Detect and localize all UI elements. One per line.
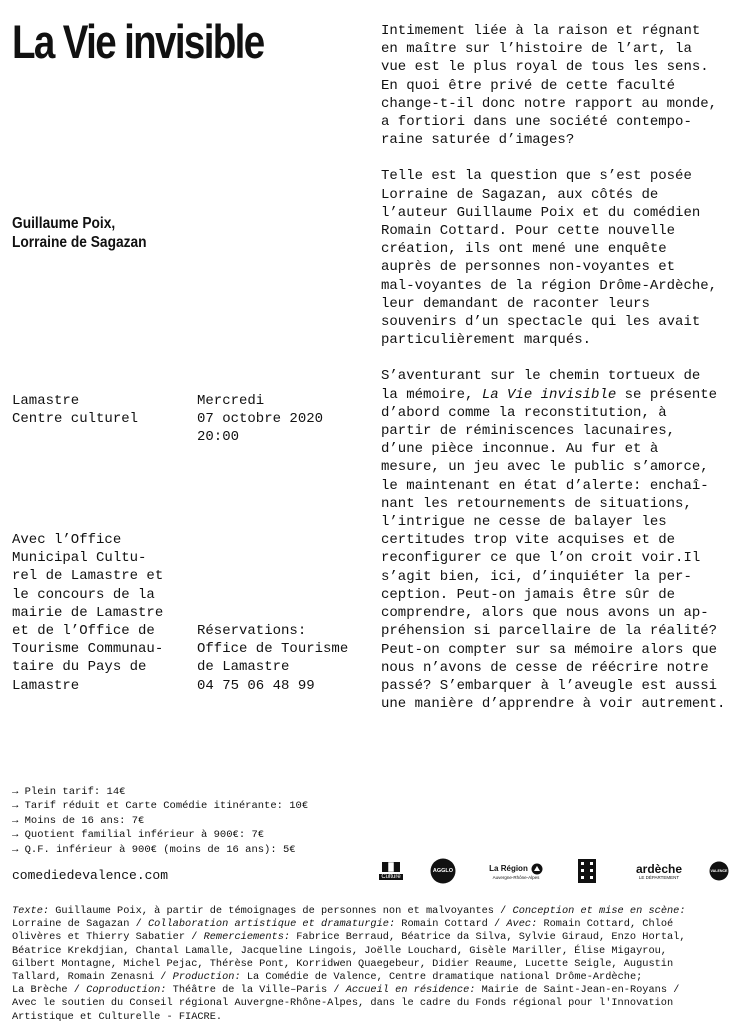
culture-label: Culture bbox=[381, 874, 401, 880]
date-line: 20:00 bbox=[197, 429, 240, 446]
credits-text: Tallard, Romain Zenasni / bbox=[12, 971, 173, 984]
text-line: comprendre, alors que nous avons un ap- bbox=[381, 605, 709, 622]
reservations-label: Réservations: bbox=[197, 623, 307, 639]
credits-role: Avec: bbox=[506, 918, 538, 931]
credits-line bbox=[12, 945, 747, 958]
website-link[interactable]: comediedevalence.com bbox=[12, 868, 169, 883]
text-line: création, ils ont mené une enquête bbox=[381, 241, 667, 258]
credits-line bbox=[12, 931, 747, 944]
ministry-culture-logo bbox=[380, 856, 402, 886]
credits-text: La Comédie de Valence, Centre dramatique national Drôme-Ardèche; bbox=[240, 971, 643, 984]
partners-line: Lamastre bbox=[12, 677, 80, 694]
partners-note bbox=[12, 531, 163, 695]
credits-text: Artistique et Culturelle - FIACRE. bbox=[12, 1010, 223, 1023]
credits-text: Romain Cottard / bbox=[395, 918, 507, 931]
text-line: a fortiori dans une société contempo- bbox=[381, 114, 692, 131]
text-line: auprès de personnes non-voyantes et bbox=[381, 259, 676, 276]
partners-line: mairie de Lamastre bbox=[12, 604, 164, 621]
credits-text: Fabrice Berraud, Béatrice da Silva, Sylvie Giraud, Enzo Hortal, bbox=[290, 931, 686, 944]
text-line: s’agit bien, ici, d’inquiéter la per- bbox=[381, 568, 692, 585]
credits-line bbox=[12, 984, 747, 997]
credits-role: Conception et mise en scène: bbox=[512, 905, 686, 917]
text-line: raine saturée d’images? bbox=[381, 132, 575, 149]
reservations-phone[interactable]: 04 75 06 48 99 bbox=[197, 677, 315, 694]
credits-role: Coproduction: bbox=[86, 984, 167, 997]
text-line bbox=[381, 386, 741, 404]
text-line: Lorraine de Sagazan, aux côtés de bbox=[381, 186, 659, 203]
partner-logos bbox=[380, 856, 732, 886]
text-span: la mémoire, bbox=[381, 386, 482, 403]
text-line: passé? S’embarquer à l’aveugle est aussi bbox=[381, 677, 718, 694]
text-line: préhension si parcellaire de la réalité? bbox=[381, 623, 718, 640]
region-emblem-icon bbox=[531, 863, 543, 875]
text-line: ception. Peut-on jamais être sûr de bbox=[381, 586, 676, 603]
text-span: se présente bbox=[616, 386, 718, 403]
text-line: en maître sur l’histoire de l’art, la bbox=[381, 41, 692, 58]
credits-text: Guillaume Poix, à partir de témoignages de personnes non et malvoyantes / bbox=[49, 905, 513, 917]
venue-line: Centre culturel bbox=[12, 411, 139, 428]
show-title-italic: La Vie invisible bbox=[481, 386, 617, 403]
text-line: souvenirs d’un spectacle qui les avait bbox=[381, 314, 701, 331]
credits-role: Accueil en résidence: bbox=[345, 984, 476, 997]
credits-line bbox=[12, 905, 747, 918]
agglo-logo bbox=[430, 856, 458, 886]
text-line: partir de réminiscences lacunaires, bbox=[381, 423, 676, 440]
event-date bbox=[197, 392, 323, 447]
credits-text: Mairie de Saint-Jean-en-Royans / bbox=[475, 984, 680, 997]
region-name: La Région bbox=[489, 864, 528, 873]
author-line: Guillaume Poix, bbox=[12, 215, 116, 232]
partners-line: le concours de la bbox=[12, 586, 155, 603]
partners-line: Municipal Cultu- bbox=[12, 550, 147, 567]
ardeche-sub: LE DÉPARTEMENT bbox=[638, 874, 680, 880]
credits-text: Avec le soutien du Conseil régional Auvergne-Rhône-Alpes, dans le cadre du Fonds régional pour l'Innovation bbox=[12, 997, 674, 1010]
text-line: En quoi être privé de cette faculté bbox=[381, 77, 676, 94]
credits-text: Théâtre de la Ville–Paris / bbox=[166, 984, 346, 997]
venue bbox=[12, 392, 138, 428]
price-list bbox=[12, 785, 308, 857]
credits-text: Romain Cottard, Chloé bbox=[537, 918, 674, 931]
description bbox=[381, 22, 741, 731]
paragraph-1 bbox=[381, 22, 741, 149]
price-item: → Moins de 16 ans: 7€ bbox=[12, 814, 145, 827]
agglo-label: AGGLO bbox=[432, 868, 454, 874]
credits-line bbox=[12, 997, 747, 1010]
price-item: → Quotient familial inférieur à 900€: 7€ bbox=[12, 829, 265, 842]
text-line: leur demandant de raconter leurs bbox=[381, 295, 650, 312]
credits-role: Production: bbox=[172, 971, 241, 984]
text-line: particulièrement marqués. bbox=[381, 332, 592, 349]
credits-role: Texte: bbox=[12, 905, 50, 917]
text-line: S’aventurant sur le chemin tortueux de bbox=[381, 368, 701, 385]
reservations-line: Office de Tourisme bbox=[197, 641, 349, 658]
valence-label: VALENCE bbox=[710, 869, 728, 873]
text-line: d’abord comme la reconstitution, à bbox=[381, 404, 667, 421]
comedie-grid-icon bbox=[578, 859, 596, 883]
text-line: l’intrigue ne cesse de balayer les bbox=[381, 514, 667, 531]
region-logo bbox=[484, 856, 548, 886]
credits-line bbox=[12, 958, 747, 971]
ardeche-name: ardèche bbox=[635, 861, 683, 876]
date-line: Mercredi bbox=[197, 393, 265, 409]
reservations bbox=[197, 622, 348, 695]
text-line: Intimement liée à la raison et régnant bbox=[381, 23, 701, 39]
text-line: change-t-il donc notre rapport au monde, bbox=[381, 95, 718, 112]
text-line: vue est le plus royal de tous les sens. bbox=[381, 59, 709, 76]
text-line: Peut-on compter sur sa mémoire alors que bbox=[381, 641, 718, 658]
credits-line bbox=[12, 1011, 747, 1024]
authors bbox=[12, 214, 147, 252]
text-line: une manière d’apprendre à voir autrement. bbox=[381, 696, 726, 713]
credits bbox=[12, 905, 747, 1024]
paragraph-2 bbox=[381, 167, 741, 349]
text-line: nous n’avons de cesse de réécrire notre bbox=[381, 659, 709, 676]
partners-line: Avec l’Office bbox=[12, 532, 122, 548]
partners-line: rel de Lamastre et bbox=[12, 568, 164, 585]
price-item: → Tarif réduit et Carte Comédie itinérante: 10€ bbox=[12, 800, 309, 813]
text-line: nant les retournements de situations, bbox=[381, 495, 692, 512]
text-line: certitudes trop vite acquises et de bbox=[381, 532, 676, 549]
credits-text: Gilbert Montagne, Michel Pejac, Thérèse Pont, Korridwen Quaegebeur, Didier Reaume, Lucette Seigle, Augustin bbox=[12, 957, 674, 970]
text-line: Romain Cottard. Pour cette nouvelle bbox=[381, 223, 676, 240]
price-item: → Q.F. inférieur à 900€ (moins de 16 ans): 5€ bbox=[12, 843, 296, 856]
text-line: l’auteur Guillaume Poix et du comédien bbox=[381, 204, 701, 221]
reservations-line: de Lamastre bbox=[197, 659, 290, 676]
text-line: mesure, un jeu avec le public s’amorce, bbox=[381, 459, 709, 476]
credits-text: Béatrice Krekdjian, Chantal Lamalle, Jacqueline Lingois, Joëlle Louchard, Gisèle Mariller, Élise Migayrou, bbox=[12, 944, 667, 957]
credits-line bbox=[12, 918, 747, 931]
date-line: 07 octobre 2020 bbox=[197, 411, 324, 428]
text-line: reconfigurer ce que l’on croit voir.Il bbox=[381, 550, 701, 567]
partners-line: et de l’Office de bbox=[12, 623, 155, 640]
text-line: mal-voyantes de la région Drôme-Ardèche, bbox=[381, 277, 718, 294]
credits-line bbox=[12, 971, 747, 984]
author-line: Lorraine de Sagazan bbox=[12, 234, 147, 251]
credits-text: La Brèche / bbox=[12, 984, 87, 997]
region-sub: Auvergne-Rhône-Alpes bbox=[492, 874, 540, 880]
credits-role: Remerciements: bbox=[203, 931, 291, 944]
venue-line: Lamastre bbox=[12, 393, 80, 409]
partners-line: Tourisme Communau- bbox=[12, 641, 164, 658]
text-line: le maintenant en état d’alerte: enchaî- bbox=[381, 477, 709, 494]
credits-text: Olivères et Thierry Sabatier / bbox=[12, 931, 204, 944]
comedie-logo bbox=[578, 856, 598, 886]
text-line: Telle est la question que s’est posée bbox=[381, 168, 692, 185]
marianne-icon bbox=[382, 862, 400, 872]
valence-logo bbox=[709, 856, 731, 886]
partners-line: taire du Pays de bbox=[12, 659, 147, 676]
text-line: d’une pièce inconnue. Au fur et à bbox=[381, 441, 659, 458]
credits-role: Collaboration artistique et dramaturgie: bbox=[147, 918, 396, 931]
credits-text: Lorraine de Sagazan / bbox=[12, 918, 148, 931]
paragraph-3 bbox=[381, 367, 741, 713]
price-item: → Plein tarif: 14€ bbox=[12, 786, 126, 798]
show-title: La Vie invisible bbox=[12, 15, 264, 68]
ardeche-logo bbox=[630, 856, 688, 886]
